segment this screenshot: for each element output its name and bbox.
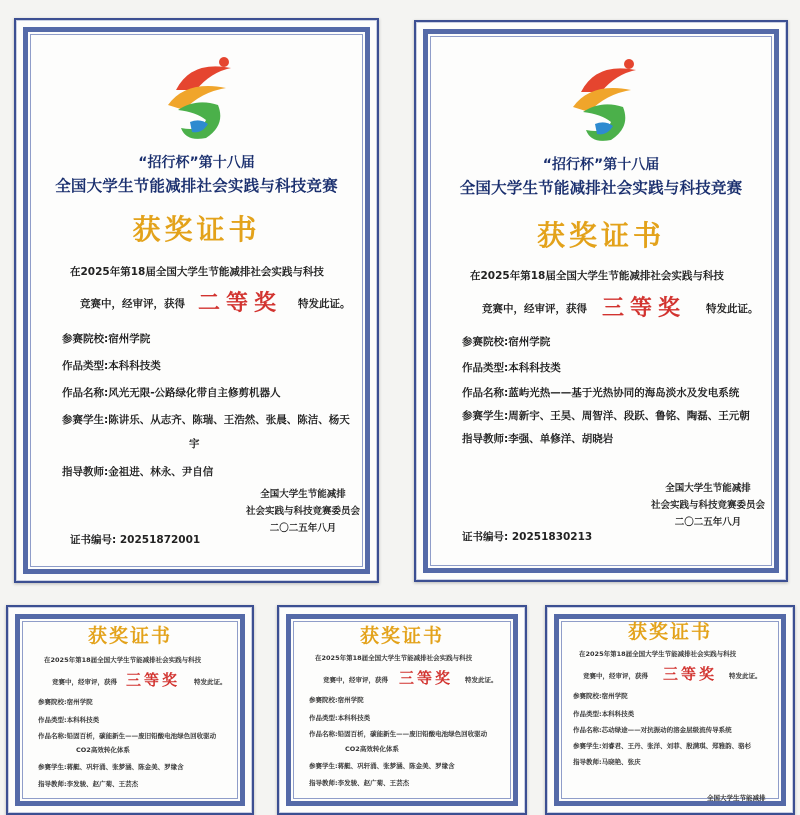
work-name-row-cont: CO2高效转化体系 — [345, 745, 399, 753]
certificate-title: 获奖证书 — [627, 621, 712, 643]
statement-line-1: 在2025年第18届全国大学生节能减排社会实践与科技 — [470, 270, 724, 282]
school-row: 参赛院校:宿州学院 — [309, 696, 364, 704]
certificate-third-prize-small — [277, 605, 527, 815]
cup-name: “招行杯”第十八届 — [138, 155, 255, 171]
work-type-row: 作品类型:本科科技类 — [573, 710, 635, 718]
students-row: 参赛学生:周新宇、王昊、周智洋、段跃、鲁铭、陶磊、王元朝 — [462, 410, 750, 422]
advisor-row: 指导教师:李强、单修洋、胡晓岩 — [462, 433, 614, 445]
statement-line-1: 在2025年第18届全国大学生节能减排社会实践与科技 — [579, 650, 737, 658]
statement-line-2-prefix: 竞赛中，经审评，获得 — [80, 298, 185, 310]
competition-logo — [561, 52, 651, 147]
statement-line-1: 在2025年第18届全国大学生节能减排社会实践与科技 — [44, 656, 202, 664]
issuing-committee: 全国大学生节能减排 社会实践与科技竞赛委员会 二〇二五年八月 — [245, 489, 360, 534]
statement-line-2-suffix: 特发此证。 — [298, 298, 351, 310]
statement-line-2-suffix: 特发此证。 — [194, 678, 227, 686]
cup-name: “招行杯”第十八届 — [542, 157, 660, 173]
award-level: 二等奖 — [198, 290, 283, 316]
certificate-third-prize-small — [6, 605, 254, 815]
school-row: 参赛院校:宿州学院 — [38, 698, 93, 706]
issuing-committee: 全国大学生节能减排 社会实践与科技竞赛委员会 二〇二五年八月 — [650, 483, 765, 528]
certificate-third-prize-small — [545, 605, 795, 815]
certificate-number: 证书编号: 20251872001 — [70, 534, 201, 546]
work-name-row: 作品名称:风光无限-公路绿化带自主修剪机器人 — [62, 387, 281, 399]
work-type-row: 作品类型:本科科技类 — [309, 714, 371, 722]
statement-line-2-prefix: 竞赛中，经审评，获得 — [583, 672, 648, 680]
statement-line-2-prefix: 竞赛中，经审评，获得 — [482, 303, 587, 315]
certificate-second-prize — [14, 18, 379, 583]
certificate-number: 证书编号: 20251830213 — [462, 531, 593, 543]
statement-line-2-suffix: 特发此证。 — [729, 672, 762, 680]
students-row: 参赛学生:刘睿君、王丹、张洋、刘菲、殷满琪、郑雅韵、骆杉 — [573, 742, 752, 750]
statement-line-1: 在2025年第18届全国大学生节能减排社会实践与科技 — [70, 266, 324, 278]
work-name-row: 作品名称:铅固百析，碳能新生——废旧铅酸电池绿色回收驱动 — [38, 732, 217, 740]
award-level: 三等奖 — [663, 665, 718, 683]
statement-line-2-prefix: 竞赛中，经审评，获得 — [323, 676, 388, 684]
school-row: 参赛院校:宿州学院 — [462, 336, 551, 348]
school-row: 参赛院校:宿州学院 — [62, 333, 151, 345]
school-row: 参赛院校:宿州学院 — [573, 692, 628, 700]
advisor-row: 指导教师:金祖进、林永、尹自信 — [62, 466, 214, 478]
certificate-third-prize — [414, 20, 788, 582]
statement-line-1: 在2025年第18届全国大学生节能减排社会实践与科技 — [315, 654, 473, 662]
statement-line-2-suffix: 特发此证。 — [706, 303, 759, 315]
students-row: 参赛学生:陈讲乐、从志齐、陈瑞、王浩然、张晨、陈洁、杨天 — [62, 414, 350, 426]
award-level: 三等奖 — [399, 669, 454, 687]
work-type-row: 作品类型:本科科技类 — [38, 716, 100, 724]
certificate-title: 获奖证书 — [87, 625, 172, 647]
work-name-row: 作品名称:芯动绿途——对抗振动的溶金层级流传导系统 — [573, 726, 732, 734]
advisor-row: 指导教师:马晓艳、张庆 — [573, 758, 641, 766]
students-row: 参赛学生:蒋艇、巩轩涌、张梦涵、陈金美、罗缘含 — [38, 763, 184, 771]
certificate-title: 获奖证书 — [536, 219, 665, 252]
statement-line-2-suffix: 特发此证。 — [465, 676, 498, 684]
students-row: 参赛学生:蒋艇、巩轩涌、张梦涵、陈金美、罗缘含 — [309, 762, 455, 770]
students-row-cont: 宇 — [189, 438, 200, 450]
competition-name: 全国大学生节能减排社会实践与科技竞赛 — [459, 179, 743, 197]
issuing-committee-partial: 全国大学生节能减排 — [707, 794, 766, 802]
certificate-title: 获奖证书 — [132, 213, 261, 246]
advisor-row: 指导教师:李发骏、赵广菊、王芸杰 — [309, 779, 410, 787]
work-type-row: 作品类型:本科科技类 — [62, 360, 161, 372]
award-level: 三等奖 — [126, 671, 181, 689]
competition-name: 全国大学生节能减排社会实践与科技竞赛 — [55, 177, 338, 195]
award-level: 三等奖 — [602, 295, 687, 321]
competition-logo — [156, 50, 246, 145]
work-name-row: 作品名称:蓝屿光热——基于光热协同的海岛淡水及发电系统 — [462, 387, 740, 399]
work-name-row: 作品名称:铅固百析，碳能新生——废旧铅酸电池绿色回收驱动 — [309, 730, 488, 738]
statement-line-2-prefix: 竞赛中，经审评，获得 — [52, 678, 117, 686]
advisor-row: 指导教师:李发骏、赵广菊、王芸杰 — [38, 780, 139, 788]
work-name-row-cont: CO2高效转化体系 — [76, 746, 130, 754]
work-type-row: 作品类型:本科科技类 — [462, 362, 561, 374]
certificate-title: 获奖证书 — [359, 625, 444, 647]
